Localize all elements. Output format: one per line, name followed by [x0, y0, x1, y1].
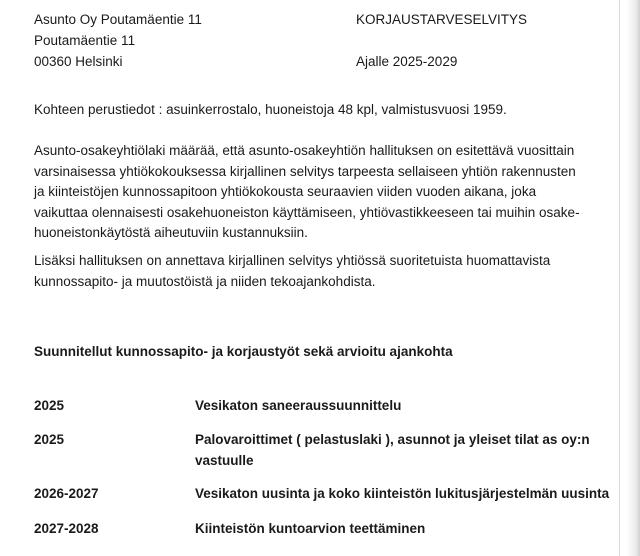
board-report-paragraph: [34, 251, 550, 292]
plan-row-task: Vesikaton uusinta ja koko kiinteistön lukitusjärjestelmän uusinta: [195, 486, 610, 501]
paragraph-line: huoneistonkäytöstä aiheutuviin kustannuksiin.: [34, 225, 308, 241]
paragraph-line: kunnossapito- ja muutostöistä ja niiden tekoajankohdista.: [34, 273, 376, 289]
address-line-company: Asunto Oy Poutamäentie 11: [34, 12, 202, 27]
scan-fold-line: [619, 0, 620, 556]
paragraph-line: Lisäksi hallituksen on annettava kirjallinen selvitys yhtiössä suoritetuista huomattavista: [34, 253, 551, 268]
paragraph-line: vaikuttaa olennaisesti osakehuoneiston käyttämiseen, yhtiövastikkeeseen tai muihin osake-: [34, 204, 580, 220]
paragraph-line: ja kiinteistöjen kunnossapitoon yhtiökokousta seuraavien viiden vuoden aikana, joka: [34, 184, 537, 200]
plan-row-year: 2027-2028: [34, 521, 99, 536]
document-title: KORJAUSTARVESELVITYS: [356, 12, 528, 27]
address-line-street: Poutamäentie 11: [34, 33, 136, 48]
plan-heading: Suunnitellut kunnossapito- ja korjaustyöt sekä arvioitu ajankohta: [34, 344, 453, 359]
plan-row-year: 2025: [34, 398, 65, 413]
legal-requirement-paragraph: [34, 141, 580, 244]
document-period: Ajalle 2025-2029: [356, 54, 458, 69]
scan-edge-shadow: [626, 0, 640, 556]
plan-row-year: 2026-2027: [34, 486, 99, 501]
plan-row-task: Kiinteistön kuntoarvion teettäminen: [195, 521, 426, 536]
basic-info-paragraph: Kohteen perustiedot : asuinkerrostalo, huoneistoja 48 kpl, valmistusvuosi 1959.: [34, 102, 507, 117]
plan-row-task: [195, 429, 590, 471]
plan-row-task-line: vastuulle: [195, 453, 254, 468]
company-address: [34, 9, 202, 72]
paragraph-line: Asunto-osakeyhtiölaki määrää, että asunto-osakeyhtiön hallituksen on esitettävä vuosittain: [34, 143, 575, 158]
plan-row-task-line: Palovaroittimet ( pelastuslaki ), asunnot ja yleiset tilat as oy:n: [195, 432, 590, 447]
plan-row-year: 2025: [34, 432, 65, 447]
paragraph-line: varsinaisessa yhtiökokouksessa kirjallinen selvitys tarpeesta sellaiseen yhtiön rakennusten: [34, 163, 576, 179]
plan-row-task: Vesikaton saneeraussuunnittelu: [195, 398, 402, 413]
address-line-postal: 00360 Helsinki: [34, 54, 123, 69]
